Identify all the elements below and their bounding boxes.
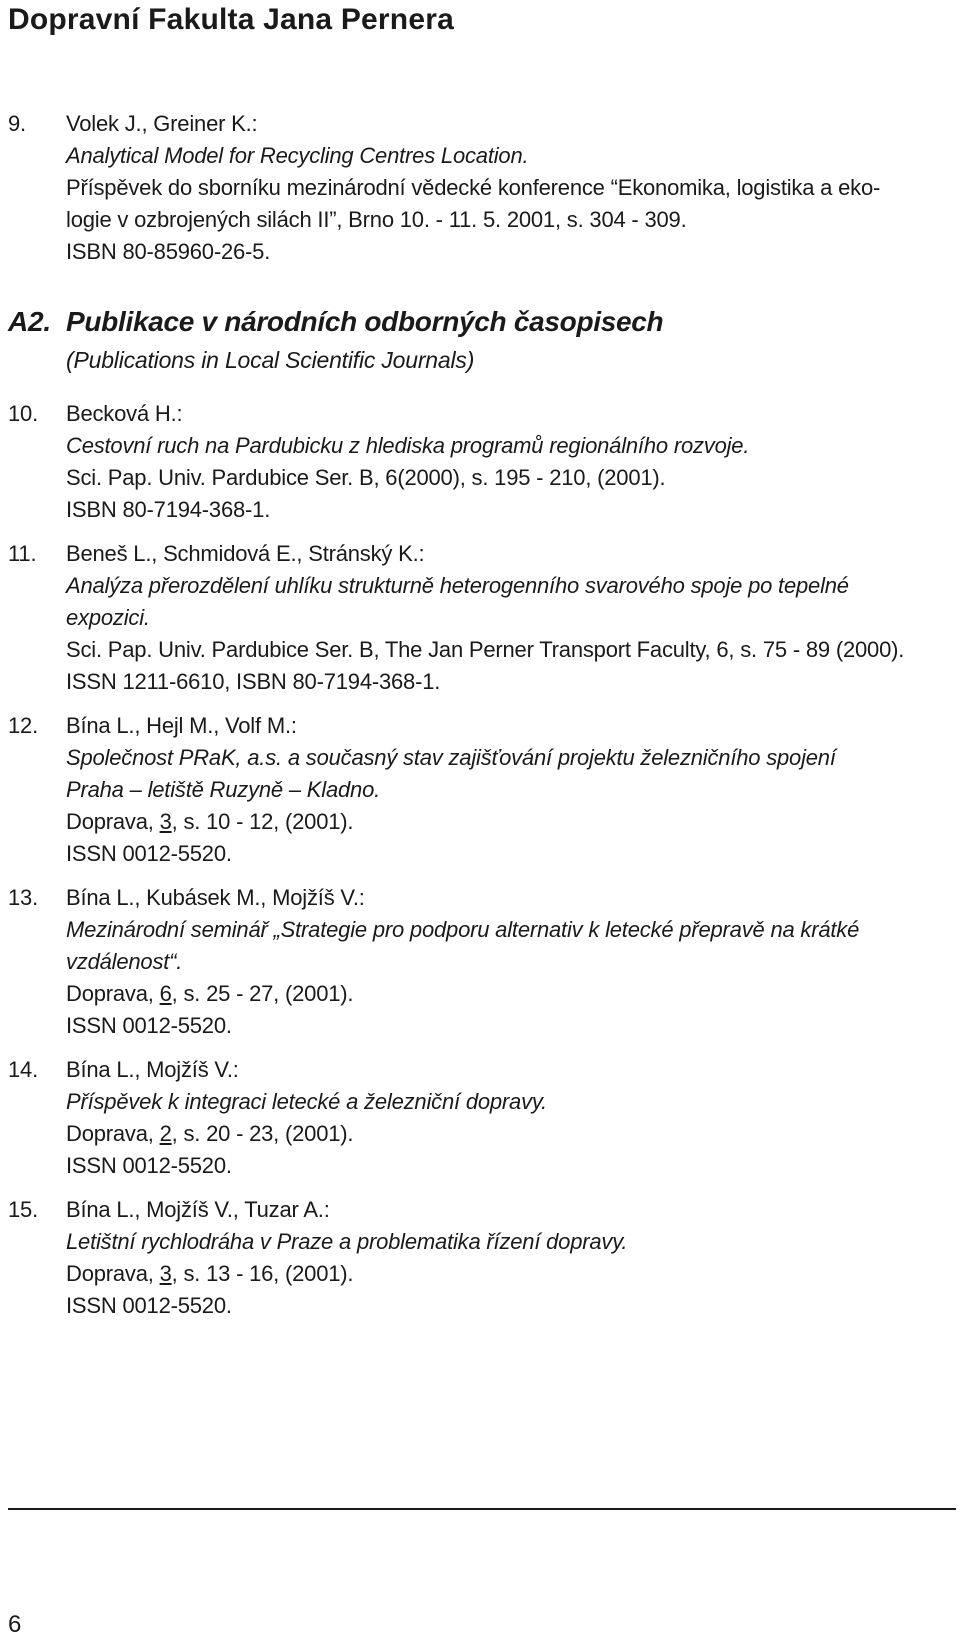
entry-journal: Sci. Pap. Univ. Pardubice Ser. B, The Jan Perner Transport Faculty, 6, s. 75 - 89 (2000). xyxy=(66,637,905,662)
entry-issn: ISSN 0012-5520. xyxy=(66,1153,232,1178)
entry-number: 12. xyxy=(8,713,38,738)
entry-title: Cestovní ruch na Pardubicku z hlediska programů regionálního rozvoje. xyxy=(66,433,750,458)
entry-number: 10. xyxy=(8,401,38,426)
journal-name: Doprava, xyxy=(66,809,154,834)
entry-number: 9. xyxy=(8,111,26,136)
footer-divider xyxy=(8,1508,956,1510)
section-subtitle: (Publications in Local Scientific Journals) xyxy=(66,347,475,373)
entry-10 xyxy=(8,398,948,526)
entry-12 xyxy=(8,710,948,870)
entry-number: 11. xyxy=(8,541,37,566)
entry-issn: ISSN 0012-5520. xyxy=(66,1293,232,1318)
journal-volume: 6 xyxy=(159,981,172,1006)
entry-15 xyxy=(8,1194,948,1322)
entry-title-line-1: Mezinárodní seminář „Strategie pro podporu alternativ k letecké přepravě na krátké xyxy=(66,917,860,942)
page-header: Dopravní Fakulta Jana Pernera xyxy=(8,3,454,36)
entry-isbn: ISBN 80-7194-368-1. xyxy=(66,497,271,522)
entry-14 xyxy=(8,1054,948,1182)
journal-name: Doprava, xyxy=(66,1121,154,1146)
entry-title: Letištní rychlodráha v Praze a problematika řízení dopravy. xyxy=(66,1229,628,1254)
entry-issn: ISSN 0012-5520. xyxy=(66,841,232,866)
entry-11 xyxy=(8,538,948,698)
entry-title-line-2: Praha – letiště Ruzyně – Kladno. xyxy=(66,777,381,802)
entry-title: Příspěvek k integraci letecké a železniční dopravy. xyxy=(66,1089,547,1114)
entry-journal: Sci. Pap. Univ. Pardubice Ser. B, 6(2000), s. 195 - 210, (2001). xyxy=(66,465,666,490)
entry-issn: ISSN 0012-5520. xyxy=(66,1013,232,1038)
journal-volume: 2 xyxy=(159,1121,172,1146)
entry-journal xyxy=(66,806,948,838)
journal-name: Doprava, xyxy=(66,1261,154,1286)
entry-source-line-2: logie v ozbrojených silách II”, Brno 10. - 11. 5. 2001, s. 304 - 309. xyxy=(66,207,687,232)
entry-journal xyxy=(66,978,948,1010)
entry-isbn: ISSN 1211-6610, ISBN 80-7194-368-1. xyxy=(66,669,441,694)
entry-authors: Bína L., Mojžíš V., Tuzar A.: xyxy=(66,1197,330,1222)
journal-volume: 3 xyxy=(159,809,172,834)
entry-13 xyxy=(8,882,948,1042)
entry-journal xyxy=(66,1118,948,1150)
entry-authors: Beneš L., Schmidová E., Stránský K.: xyxy=(66,541,425,566)
entry-title-line-2: expozici. xyxy=(66,605,150,630)
journal-pages: , s. 10 - 12, (2001). xyxy=(171,809,354,834)
journal-pages: , s. 25 - 27, (2001). xyxy=(171,981,354,1006)
entry-title-line-2: vzdálenost“. xyxy=(66,949,183,974)
journal-name: Doprava, xyxy=(66,981,154,1006)
entry-authors: Becková H.: xyxy=(66,401,183,426)
entry-authors: Bína L., Mojžíš V.: xyxy=(66,1057,239,1082)
entry-9 xyxy=(8,108,948,268)
section-code: A2. xyxy=(8,306,51,337)
section-title: Publikace v národních odborných časopisech xyxy=(66,306,664,337)
journal-pages: , s. 13 - 16, (2001). xyxy=(171,1261,354,1286)
section-heading xyxy=(8,304,948,380)
entry-source-line-1: Příspěvek do sborníku mezinárodní vědecké konference “Ekonomika, logistika a eko- xyxy=(66,175,881,200)
entry-number: 14. xyxy=(8,1057,38,1082)
entry-authors: Bína L., Hejl M., Volf M.: xyxy=(66,713,297,738)
entry-title-line-1: Analýza přerozdělení uhlíku strukturně heterogenního svarového spoje po tepelné xyxy=(66,573,849,598)
entry-title: Analytical Model for Recycling Centres Location. xyxy=(66,143,529,168)
entry-journal xyxy=(66,1258,948,1290)
entry-authors: Volek J., Greiner K.: xyxy=(66,111,258,136)
entry-number: 15. xyxy=(8,1197,38,1222)
entry-title-line-1: Společnost PRaK, a.s. a současný stav zajišťování projektu železničního spojení xyxy=(66,745,836,770)
publication-list xyxy=(8,108,948,1334)
journal-pages: , s. 20 - 23, (2001). xyxy=(171,1121,354,1146)
page-number: 6 xyxy=(8,1611,22,1638)
entry-authors: Bína L., Kubásek M., Mojžíš V.: xyxy=(66,885,365,910)
journal-volume: 3 xyxy=(159,1261,172,1286)
entry-number: 13. xyxy=(8,885,38,910)
entry-isbn: ISBN 80-85960-26-5. xyxy=(66,239,271,264)
